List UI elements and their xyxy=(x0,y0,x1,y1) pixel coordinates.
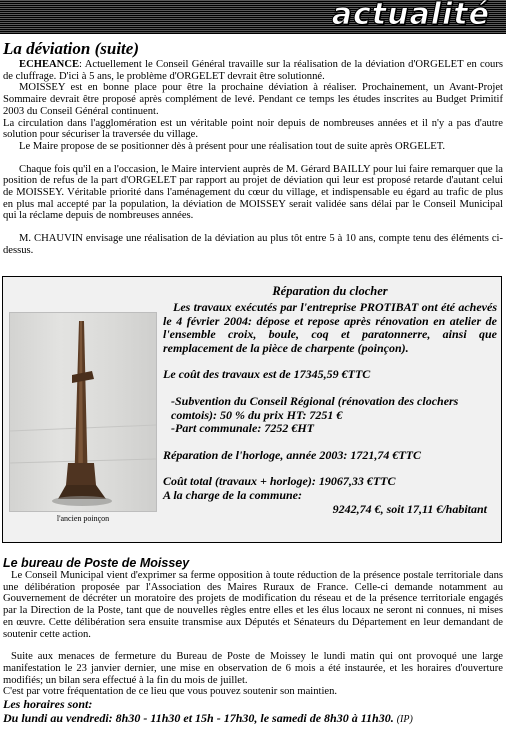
clocher-horloge: Réparation de l'horloge, année 2003: 1721,74 €TTC xyxy=(163,447,421,462)
deviation-paragraph: M. CHAUVIN envisage une réalisation de la déviation au plus tôt entre 5 à 10 ans, compte tenu des éléments ci-dessus. xyxy=(3,233,503,256)
section-banner xyxy=(0,0,506,34)
poste-title: Le bureau de Poste de Moissey xyxy=(3,556,190,570)
clocher-intro: Les travaux exécutés par l'entreprise PROTIBAT ont été achevés le 4 février 2004: dépose et repose après rénovation en atelier de l'ensemble croix, boule, coq et paratonnerre, ainsi que remplacement de la pièce de charpente (poinçon). xyxy=(163,300,497,355)
clocher-subvention: -Subvention du Conseil Régional (rénovation des clochers comtois): 50 % du prix HT: 7251 € xyxy=(171,393,459,422)
clocher-charge-label: A la charge de la commune: xyxy=(163,487,302,502)
poste-paragraph: Suite aux menaces de fermeture du Bureau de Poste de Moissey le lundi matin qui ont provoqué une large manifestation le 23 janvier dernier, une mise en observation de 6 mois a été instaurée, et les horaires d'ouverture modifiés; un bilan sera effectué à la fin du mois de juillet. xyxy=(3,651,503,686)
deviation-paragraph: Chaque fois qu'il en a l'occasion, le Maire intervient auprès de M. Gérard BAILLY pour lui faire remarquer que la position de refus de la part d'ORGELET par rapport au projet de déviation qui leur est proposé retarde d'autant celui de MOISSEY. Véritable priorité dans l'aménagement du cœur du village, et indispensable eu égard au trafic de plus en plus mal accepté par la population, la déviation de MOISSEY serait validée sans délai par le Conseil Municipal qui la réclame depuis de nombreuses années. xyxy=(3,163,503,222)
hours-value: Du lundi au vendredi: 8h30 - 11h30 et 15h - 17h30, le samedi de 8h30 à 11h30. xyxy=(3,711,394,726)
clocher-charge-value: 9242,74 €, soit 17,11 €/habitant xyxy=(332,501,487,516)
clocher-cost: Le coût des travaux est de 17345,59 €TTC xyxy=(163,367,371,382)
hours-text xyxy=(3,711,503,727)
poste-paragraph: Le Conseil Municipal vient d'exprimer sa ferme opposition à toute réduction de la présence postale territoriale dans une délibération proposée par l'Association des Maires Ruraux de France. Celle-ci demande notamment au Gouvernement de décréter un moratoire des projets de modification du réseau et de la présence territoriale engagés par la Direction de la Poste, tant que de nouvelles règles entre elles et les élus locaux ne seront ni connues, ni mises en œuvre. Cette délibération sera ensuite transmise aux Députés et Sénateurs du Département en leur demandant de soutenir cette action. xyxy=(3,570,503,640)
clocher-title: Réparation du clocher xyxy=(272,284,388,298)
clocher-box xyxy=(2,276,502,543)
echeance-label: ECHEANCE xyxy=(19,59,80,70)
banner-title: actualité xyxy=(331,0,490,32)
photo-caption: l'ancien poinçon xyxy=(56,514,110,523)
deviation-paragraph: La circulation dans l'agglomération est un véritable point noir depuis de nombreuses années et il n'y a pas d'autre solution pour sécuriser la traversée du village. xyxy=(3,117,503,141)
clocher-total: Coût total (travaux + horloge): 19067,33 €TTC xyxy=(163,474,396,489)
deviation-paragraph: MOISSEY est en bonne place pour être la prochaine déviation à réaliser. Prochainement, un Avant-Projet Sommaire devrait être proposé après complément de levé. Pendant ce temps les études inscrites au Budget Primitif 2003 du Conseil Général continuent. xyxy=(3,82,503,117)
poste-paragraph: C'est par votre fréquentation de ce lieu que vous pouvez soutenir son maintien. xyxy=(3,686,338,698)
poincon-photo xyxy=(9,312,157,512)
author-signature: (IP) xyxy=(396,714,413,726)
article-deviation xyxy=(3,39,503,257)
clocher-part-communale: -Part communale: 7252 €HT xyxy=(171,421,314,436)
deviation-paragraph: Le Maire propose de se positionner dès à présent pour une réalisation tout de suite après ORGELET. xyxy=(19,140,446,152)
echeance-text: : Actuellement le Conseil Général travaille sur la réalisation de la déviation d'ORGELET en cours de cluffrage. D'ici à 5 ans, le problème d'ORGELET devrait être solutionné. xyxy=(3,59,503,82)
article-poste xyxy=(3,556,503,727)
deviation-title: La déviation (suite) xyxy=(3,39,139,58)
hours-title: Les horaires sont: xyxy=(3,697,93,712)
poincon-image xyxy=(10,313,156,511)
clocher-text xyxy=(163,301,497,516)
deviation-paragraph-echeance xyxy=(3,59,503,82)
